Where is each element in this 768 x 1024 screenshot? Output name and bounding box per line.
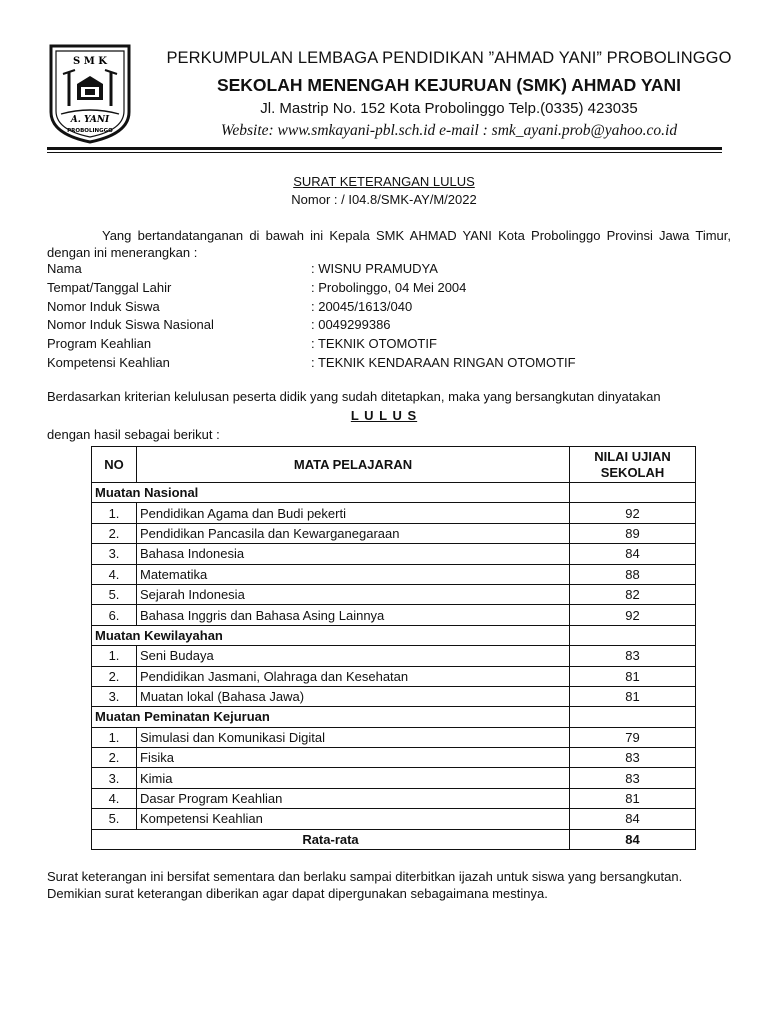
info-value: : TEKNIK OTOMOTIF	[311, 336, 437, 352]
section-name: Muatan Nasional	[92, 483, 570, 503]
row-score: 83	[570, 646, 696, 666]
table-row	[92, 727, 696, 747]
row-number: 4.	[92, 788, 137, 808]
info-label: Nama	[47, 261, 82, 276]
section-empty-cell	[570, 483, 696, 503]
table-row	[92, 809, 696, 829]
row-number: 6.	[92, 605, 137, 625]
closing-line-2: Demikian surat keterangan diberikan agar dapat dipergunakan sebagaimana mestinya.	[47, 886, 548, 901]
table-row	[92, 523, 696, 543]
letterhead-rule-thin	[47, 152, 722, 153]
section-row	[92, 625, 696, 645]
letterhead-school-name: SEKOLAH MENENGAH KEJURUAN (SMK) AHMAD YANI	[216, 75, 682, 95]
row-subject: Fisika	[137, 748, 570, 768]
info-value: : WISNU PRAMUDYA	[311, 261, 438, 276]
letterhead-foundation: PERKUMPULAN LEMBAGA PENDIDIKAN ”AHMAD YANI” PROBOLINGGO	[166, 49, 732, 67]
header-no: NO	[92, 447, 137, 483]
table-row	[92, 564, 696, 584]
row-score: 88	[570, 564, 696, 584]
row-score: 84	[570, 544, 696, 564]
row-subject: Sejarah Indonesia	[137, 584, 570, 604]
section-row	[92, 483, 696, 503]
row-score: 84	[570, 809, 696, 829]
result-followup: dengan hasil sebagai berikut :	[47, 427, 220, 442]
section-name: Muatan Kewilayahan	[92, 625, 570, 645]
document-title: SURAT KETERANGAN LULUS	[293, 174, 475, 189]
row-subject: Kimia	[137, 768, 570, 788]
row-subject: Dasar Program Keahlian	[137, 788, 570, 808]
result-statement: Berdasarkan kriterian kelulusan peserta didik yang sudah ditetapkan, maka yang bersangkutan dinyatakan	[47, 389, 661, 404]
row-subject: Muatan lokal (Bahasa Jawa)	[137, 686, 570, 706]
header-score	[570, 447, 696, 483]
row-number: 5.	[92, 584, 137, 604]
row-number: 5.	[92, 809, 137, 829]
table-row	[92, 584, 696, 604]
info-value: : 20045/1613/040	[311, 298, 413, 314]
row-score: 81	[570, 666, 696, 686]
row-number: 3.	[92, 686, 137, 706]
grades-body	[92, 483, 696, 830]
average-value: 84	[570, 829, 696, 849]
row-subject: Bahasa Indonesia	[137, 544, 570, 564]
row-score: 79	[570, 727, 696, 747]
row-number: 3.	[92, 768, 137, 788]
info-value: : TEKNIK KENDARAAN RINGAN OTOMOTIF	[311, 354, 576, 370]
table-header-row	[92, 447, 696, 483]
logo-top-text: S M K	[73, 56, 107, 67]
row-subject: Pendidikan Jasmani, Olahraga dan Kesehatan	[137, 666, 570, 686]
row-number: 1.	[92, 503, 137, 523]
row-subject: Matematika	[137, 564, 570, 584]
row-score: 81	[570, 686, 696, 706]
table-row	[92, 646, 696, 666]
section-empty-cell	[570, 707, 696, 727]
table-row	[92, 666, 696, 686]
school-logo	[47, 44, 133, 144]
row-subject: Bahasa Inggris dan Bahasa Asing Lainnya	[137, 605, 570, 625]
average-row	[92, 829, 696, 849]
info-value: : Probolinggo, 04 Mei 2004	[311, 279, 467, 295]
header-score-line1: NILAI UJIAN	[594, 448, 671, 464]
row-number: 2.	[92, 523, 137, 543]
row-subject: Pendidikan Pancasila dan Kewarganegaraan	[137, 523, 570, 543]
info-label: Program Keahlian	[47, 336, 152, 352]
result-status: L U L U S	[350, 408, 418, 423]
table-row	[92, 544, 696, 564]
letterhead-address: Jl. Mastrip No. 152 Kota Probolinggo Telp.(0335) 423035	[260, 100, 638, 117]
table-row	[92, 605, 696, 625]
logo-place-text: PROBOLINGGO	[67, 128, 113, 134]
header-score-line2: SEKOLAH	[600, 464, 665, 480]
row-subject: Pendidikan Agama dan Budi pekerti	[137, 503, 570, 523]
section-name: Muatan Peminatan Kejuruan	[92, 707, 570, 727]
row-score: 89	[570, 523, 696, 543]
info-value: : 0049299386	[311, 317, 391, 333]
table-row	[92, 686, 696, 706]
grades-table	[91, 446, 696, 850]
document-number: Nomor : / I04.8/SMK-AY/M/2022	[291, 192, 477, 207]
row-subject: Simulasi dan Komunikasi Digital	[137, 727, 570, 747]
info-label: Tempat/Tanggal Lahir	[47, 279, 172, 295]
row-score: 83	[570, 748, 696, 768]
row-score: 92	[570, 503, 696, 523]
letterhead-rule-thick	[47, 147, 722, 150]
row-score: 92	[570, 605, 696, 625]
row-number: 4.	[92, 564, 137, 584]
header-subject: MATA PELAJARAN	[137, 447, 570, 483]
row-subject: Kompetensi Keahlian	[137, 809, 570, 829]
average-label: Rata-rata	[92, 829, 570, 849]
info-label: Nomor Induk Siswa Nasional	[47, 317, 214, 333]
info-label: Nomor Induk Siswa	[47, 298, 160, 314]
row-number: 3.	[92, 544, 137, 564]
row-number: 2.	[92, 666, 137, 686]
row-number: 1.	[92, 646, 137, 666]
section-row	[92, 707, 696, 727]
logo-bottom-text: A. YANI	[70, 115, 110, 125]
row-number: 2.	[92, 748, 137, 768]
section-empty-cell	[570, 625, 696, 645]
row-score: 81	[570, 788, 696, 808]
row-subject: Seni Budaya	[137, 646, 570, 666]
table-row	[92, 768, 696, 788]
row-score: 82	[570, 584, 696, 604]
letterhead-contact: Website: www.smkayani-pbl.sch.id e-mail : smk_ayani.prob@yahoo.co.id	[220, 122, 678, 139]
intro-paragraph: Yang bertandatanganan di bawah ini Kepala SMK AHMAD YANI Kota Probolinggo Provinsi Jawa Timur, dengan ini menerangkan :	[47, 228, 731, 260]
table-row	[92, 503, 696, 523]
table-row	[92, 788, 696, 808]
closing-line-1: Surat keterangan ini bersifat sementara dan berlaku sampai diterbitkan ijazah untuk siswa yang bersangkutan.	[47, 869, 683, 884]
row-score: 83	[570, 768, 696, 788]
table-row	[92, 748, 696, 768]
row-number: 1.	[92, 727, 137, 747]
info-label: Kompetensi Keahlian	[47, 354, 170, 370]
